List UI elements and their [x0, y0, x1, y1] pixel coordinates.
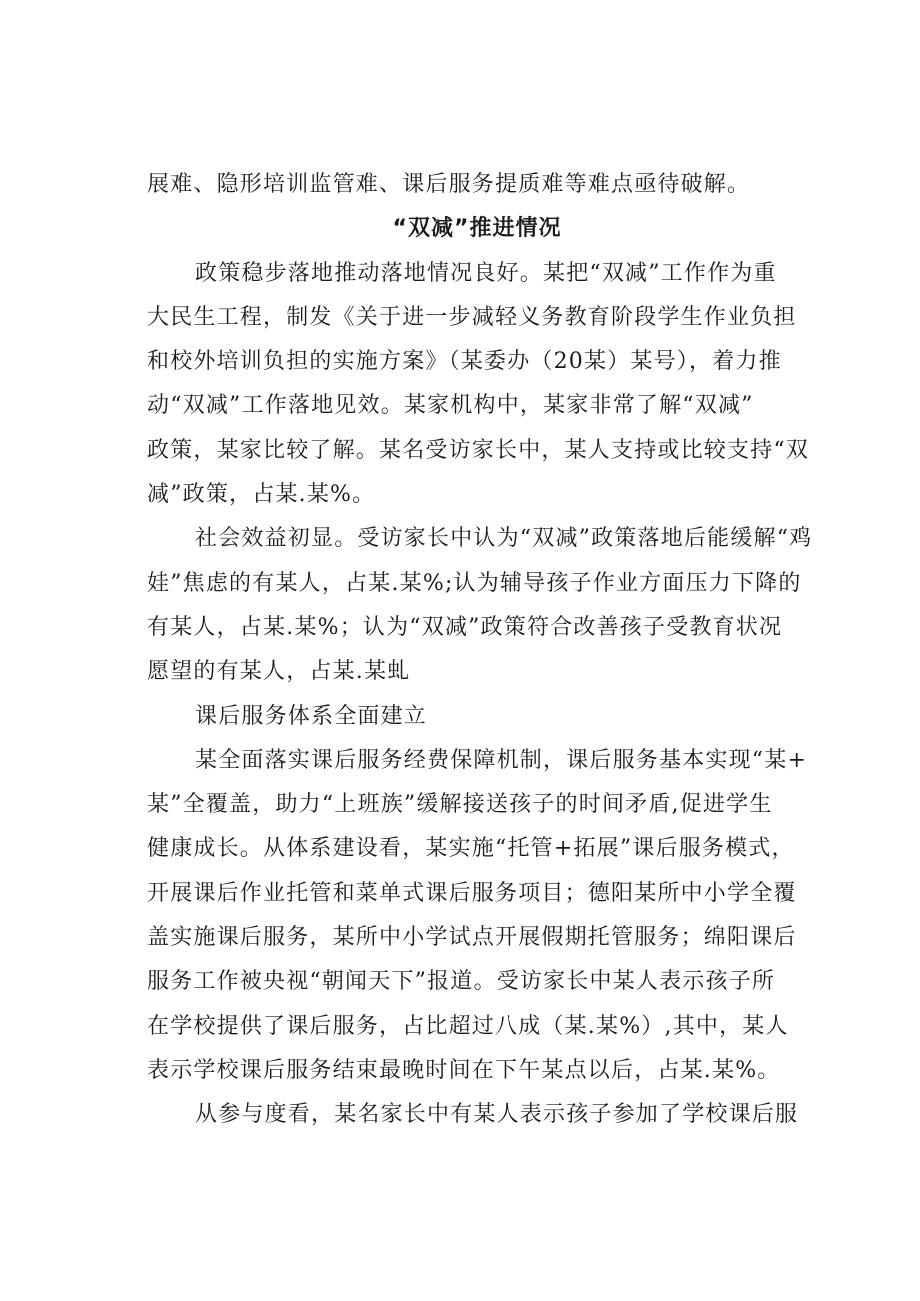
text-line: 有某人，占某.某%；认为“双减”政策符合改善孩子受教育状况: [147, 614, 783, 640]
text-line: 在学校提供了课后服务，占比超过八成（某.某%）,其中，某人: [147, 1013, 789, 1039]
text-line: 大民生工程，制发《关于进一步减轻义务教育阶段学生作业负担: [147, 304, 797, 330]
text-line: 某”全覆盖，助力“上班族”缓解接送孩子的时间矛盾,促进学生: [147, 792, 773, 818]
text-line: 愿望的有某人，占某.某虬: [147, 659, 411, 685]
text-line: 开展课后作业托管和菜单式课后服务项目；德阳某所中小学全覆: [147, 880, 797, 906]
paragraph-first-line: 从参与度看，某名家长中有某人表示孩子参加了学校课后服: [195, 1102, 799, 1128]
document-body: [147, 163, 813, 1138]
paragraph-first-line: 社会效益初显。受访家长中认为“双减”政策落地后能缓解“鸡: [195, 526, 813, 552]
text-line: 盖实施课后服务，某所中小学试点开展假期托管服务；绵阳课后: [147, 925, 797, 951]
text-line: 健康成长。从体系建设看，某实施“托管+拓展”课后服务模式，: [147, 836, 795, 862]
text-line: 减”政策，占某.某%。: [147, 482, 376, 508]
paragraph-first-line: 政策稳步落地推动落地情况良好。某把“双减”工作作为重: [195, 260, 777, 286]
text-line: 和校外培训负担的实施方案》（某委办（20某）某号），着力推: [147, 349, 782, 375]
paragraph-first-line: 某全面落实课后服务经费保障机制，课后服务基本实现“某+: [195, 747, 808, 773]
text-line: 表示学校课后服务结束最晚时间在下午某点以后，占某.某%。: [147, 1057, 781, 1083]
text-line: 动“双减”工作落地见效。某家机构中，某家非常了解“双减”: [147, 393, 754, 419]
text-line: 展难、隐形培训监管难、课后服务提质难等难点亟待破解。: [147, 172, 751, 197]
section-heading: “双减”推进情况: [392, 216, 562, 242]
text-line: 服务工作被央视“朝闻天下”报道。受访家长中某人表示孩子所: [147, 969, 776, 995]
text-line: 娃”焦虑的有某人，占某.某%;认为辅导孩子作业方面压力下降的: [147, 570, 802, 596]
subsection-heading: 课后服务体系全面建立: [195, 703, 428, 729]
text-line: 政策，某家比较了解。某名受访家长中，某人支持或比较支持“双: [147, 437, 810, 463]
